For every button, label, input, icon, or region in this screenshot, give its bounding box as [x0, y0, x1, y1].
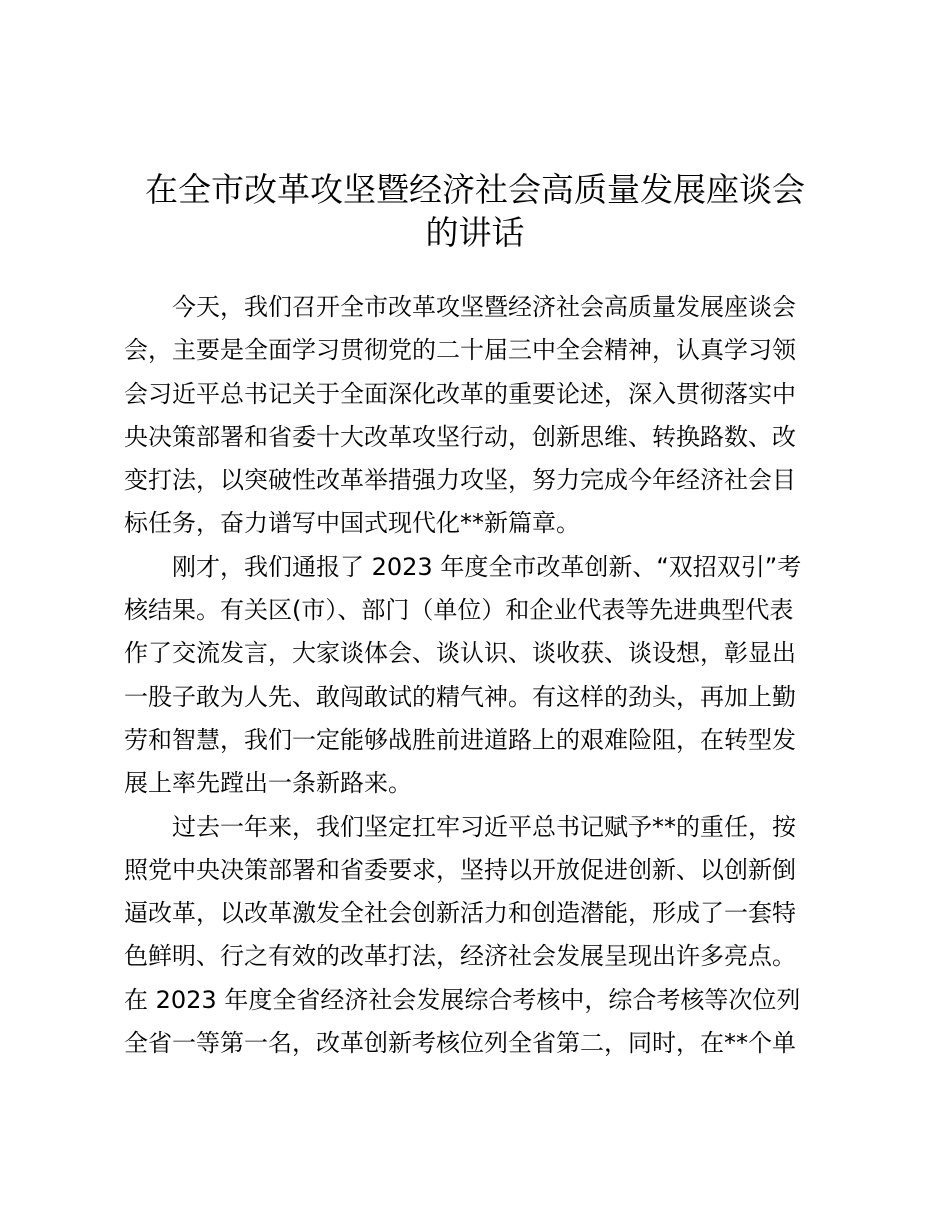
document-title [118, 168, 832, 254]
paragraph-line: 会，主要是全面学习贯彻党的二十届三中全会精神，认真学习领 [124, 336, 796, 365]
paragraph-line: 过去一年来，我们坚定扛牢习近平总书记赋予**的重任，按 [172, 812, 796, 841]
paragraph-line: 作了交流发言，大家谈体会、谈认识、谈收获、谈设想，彰显出 [124, 639, 796, 668]
paragraph-line: 劳和智慧，我们一定能够战胜前进道路上的艰难险阻，在转型发 [124, 725, 796, 754]
paragraph-3 [124, 806, 830, 1066]
paragraph-line: 刚才，我们通报了 2023 年度全市改革创新、“双招双引”考 [172, 552, 802, 581]
paragraph-line: 今天，我们召开全市改革攻坚暨经济社会高质量发展座谈会 [172, 293, 796, 321]
paragraph-line: 一股子敢为人先、敢闯敢试的精气神。有这样的劲头，再加上勤 [124, 682, 796, 711]
document-body [124, 286, 830, 1065]
paragraph-line: 在 2023 年度全省经济社会发展综合考核中，综合考核等次位列 [124, 985, 801, 1014]
paragraph-line: 展上率先蹚出一条新路来。 [124, 769, 412, 798]
paragraph-line: 核结果。有关区(市）、部门（单位）和企业代表等先进典型代表 [124, 596, 794, 625]
paragraph-line: 变打法，以突破性改革举措强力攻坚，努力完成今年经济社会目 [124, 466, 796, 495]
paragraph-line: 央决策部署和省委十大改革攻坚行动，创新思维、转换路数、改 [124, 422, 796, 451]
title-line-1: 在全市改革攻坚暨经济社会高质量发展座谈会 [145, 170, 805, 209]
paragraph-line: 全省一等第一名，改革创新考核位列全省第二，同时，在**个单 [124, 1029, 796, 1058]
paragraph-1 [124, 286, 830, 546]
paragraph-line: 逼改革，以改革激发全社会创新活力和创造潜能，形成了一套特 [124, 899, 796, 928]
paragraph-2 [124, 546, 830, 806]
paragraph-line: 色鲜明、行之有效的改革打法，经济社会发展呈现出许多亮点。 [124, 942, 796, 971]
paragraph-line: 照党中央决策部署和省委要求，坚持以开放促进创新、以创新倒 [124, 855, 796, 884]
title-line-2: 的讲话 [425, 213, 525, 252]
paragraph-line: 标任务，奋力谱写中国式现代化**新篇章。 [124, 509, 580, 538]
paragraph-line: 会习近平总书记关于全面深化改革的重要论述，深入贯彻落实中 [124, 379, 796, 408]
